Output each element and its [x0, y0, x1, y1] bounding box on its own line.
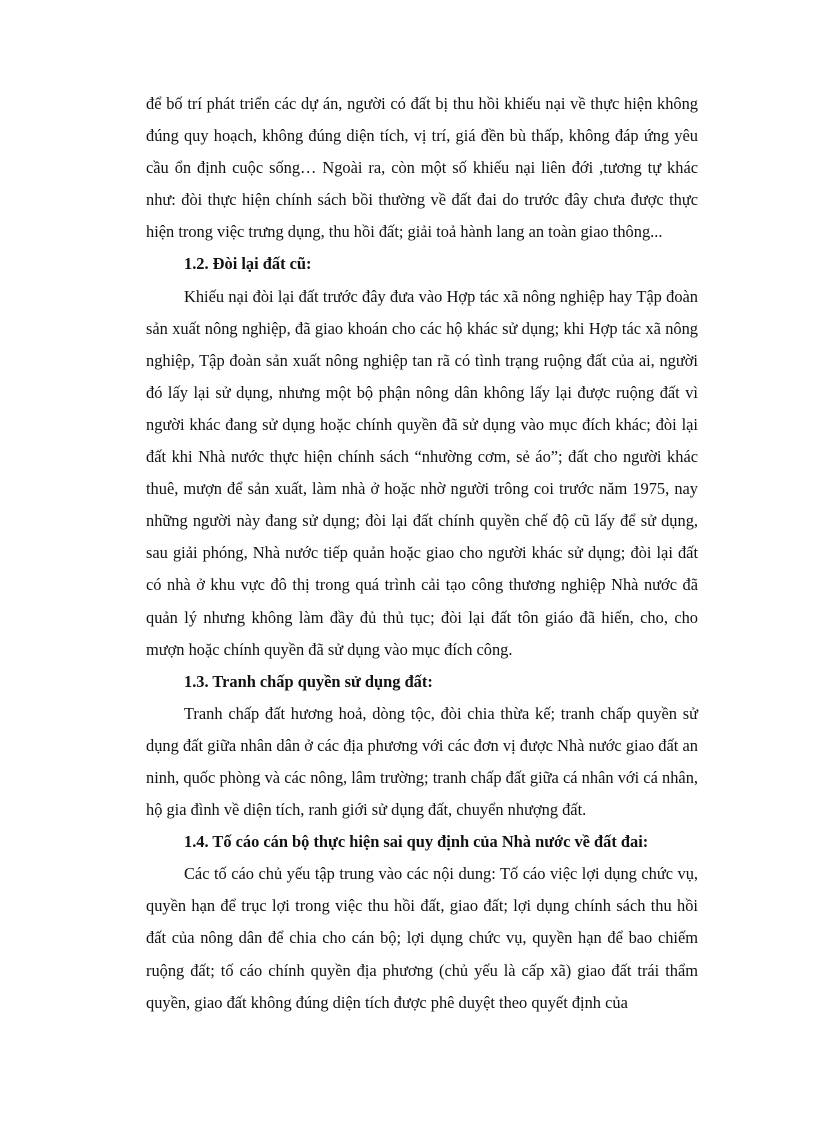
- paragraph-reclaim-land: Khiếu nại đòi lại đất trước đây đưa vào Hợp tác xã nông nghiệp hay Tập đoàn sản xuất nông nghiệp, đã giao khoán cho các hộ khác sử dụng; khi Hợp tác xã nông nghiệp, Tập đoàn sản xuất nông nghiệp tan rã có tình trạng ruộng đất của ai, người đó lấy lại sử dụng, nhưng một bộ phận nông dân không lấy lại được ruộng đất vì người khác đang sử dụng hoặc chính quyền đã sử dụng vào mục đích khác; đòi lại đất khi Nhà nước thực hiện chính sách “nhường cơm, sẻ áo”; đất cho người khác thuê, mượn để sản xuất, làm nhà ở hoặc nhờ người trông coi trước năm 1975, nay những người này đang sử dụng; đòi lại đất chính quyền chế độ cũ lấy để sử dụng, sau giải phóng, Nhà nước tiếp quản hoặc giao cho người khác sử dụng; đòi lại đất có nhà ở khu vực đô thị trong quá trình cải tạo công thương nghiệp Nhà nước đã quản lý nhưng không làm đầy đủ thủ tục; đòi lại đất tôn giáo đã hiến, cho, cho mượn hoặc chính quyền đã sử dụng vào mục đích công.: [146, 286, 698, 659]
- paragraph-denunciations: Các tố cáo chủ yếu tập trung vào các nội dung: Tố cáo việc lợi dụng chức vụ, quyền hạn để trục lợi trong việc thu hồi đất, giao đất; lợi dụng chính sách thu hồi đất của nông dân để chia cho cán bộ; lợi dụng chức vụ, quyền hạn để bao chiếm ruộng đất; tố cáo chính quyền địa phương (chủ yếu là cấp xã) giao đất trái thẩm quyền, giao đất không đúng diện tích được phê duyệt theo quyết định của: [146, 864, 698, 1012]
- paragraph-continuation: để bố trí phát triển các dự án, người có đất bị thu hồi khiếu nại về thực hiện không đúng quy hoạch, không đúng diện tích, vị trí, giá đền bù thấp, không đáp ứng yêu cầu ổn định cuộc sống… Ngoài ra, còn một số khiếu nại liên đới ,tương tự khác như: đòi thực hiện chính sách bồi thường về đất đai do trước đây chưa được thực hiện trong việc trưng dụng, thu hồi đất; giải toả hành lang an toàn giao thông...: [146, 94, 698, 242]
- document-page: [146, 88, 698, 1019]
- paragraph-land-disputes: Tranh chấp đất hương hoả, dòng tộc, đòi chia thừa kế; tranh chấp quyền sử dụng đất giữa nhân dân ở các địa phương với các đơn vị được Nhà nước giao đất an ninh, quốc phòng và các nông, lâm trường; tranh chấp đất giữa cá nhân với cá nhân, hộ gia đình về diện tích, ranh giới sử dụng đất, chuyển nhượng đất.: [146, 703, 698, 820]
- section-heading-1-4: 1.4. Tố cáo cán bộ thực hiện sai quy định của Nhà nước về đất đai:: [184, 832, 649, 852]
- section-heading-1-2: 1.2. Đòi lại đất cũ:: [184, 254, 312, 274]
- section-heading-1-3: 1.3. Tranh chấp quyền sử dụng đất:: [184, 671, 433, 691]
